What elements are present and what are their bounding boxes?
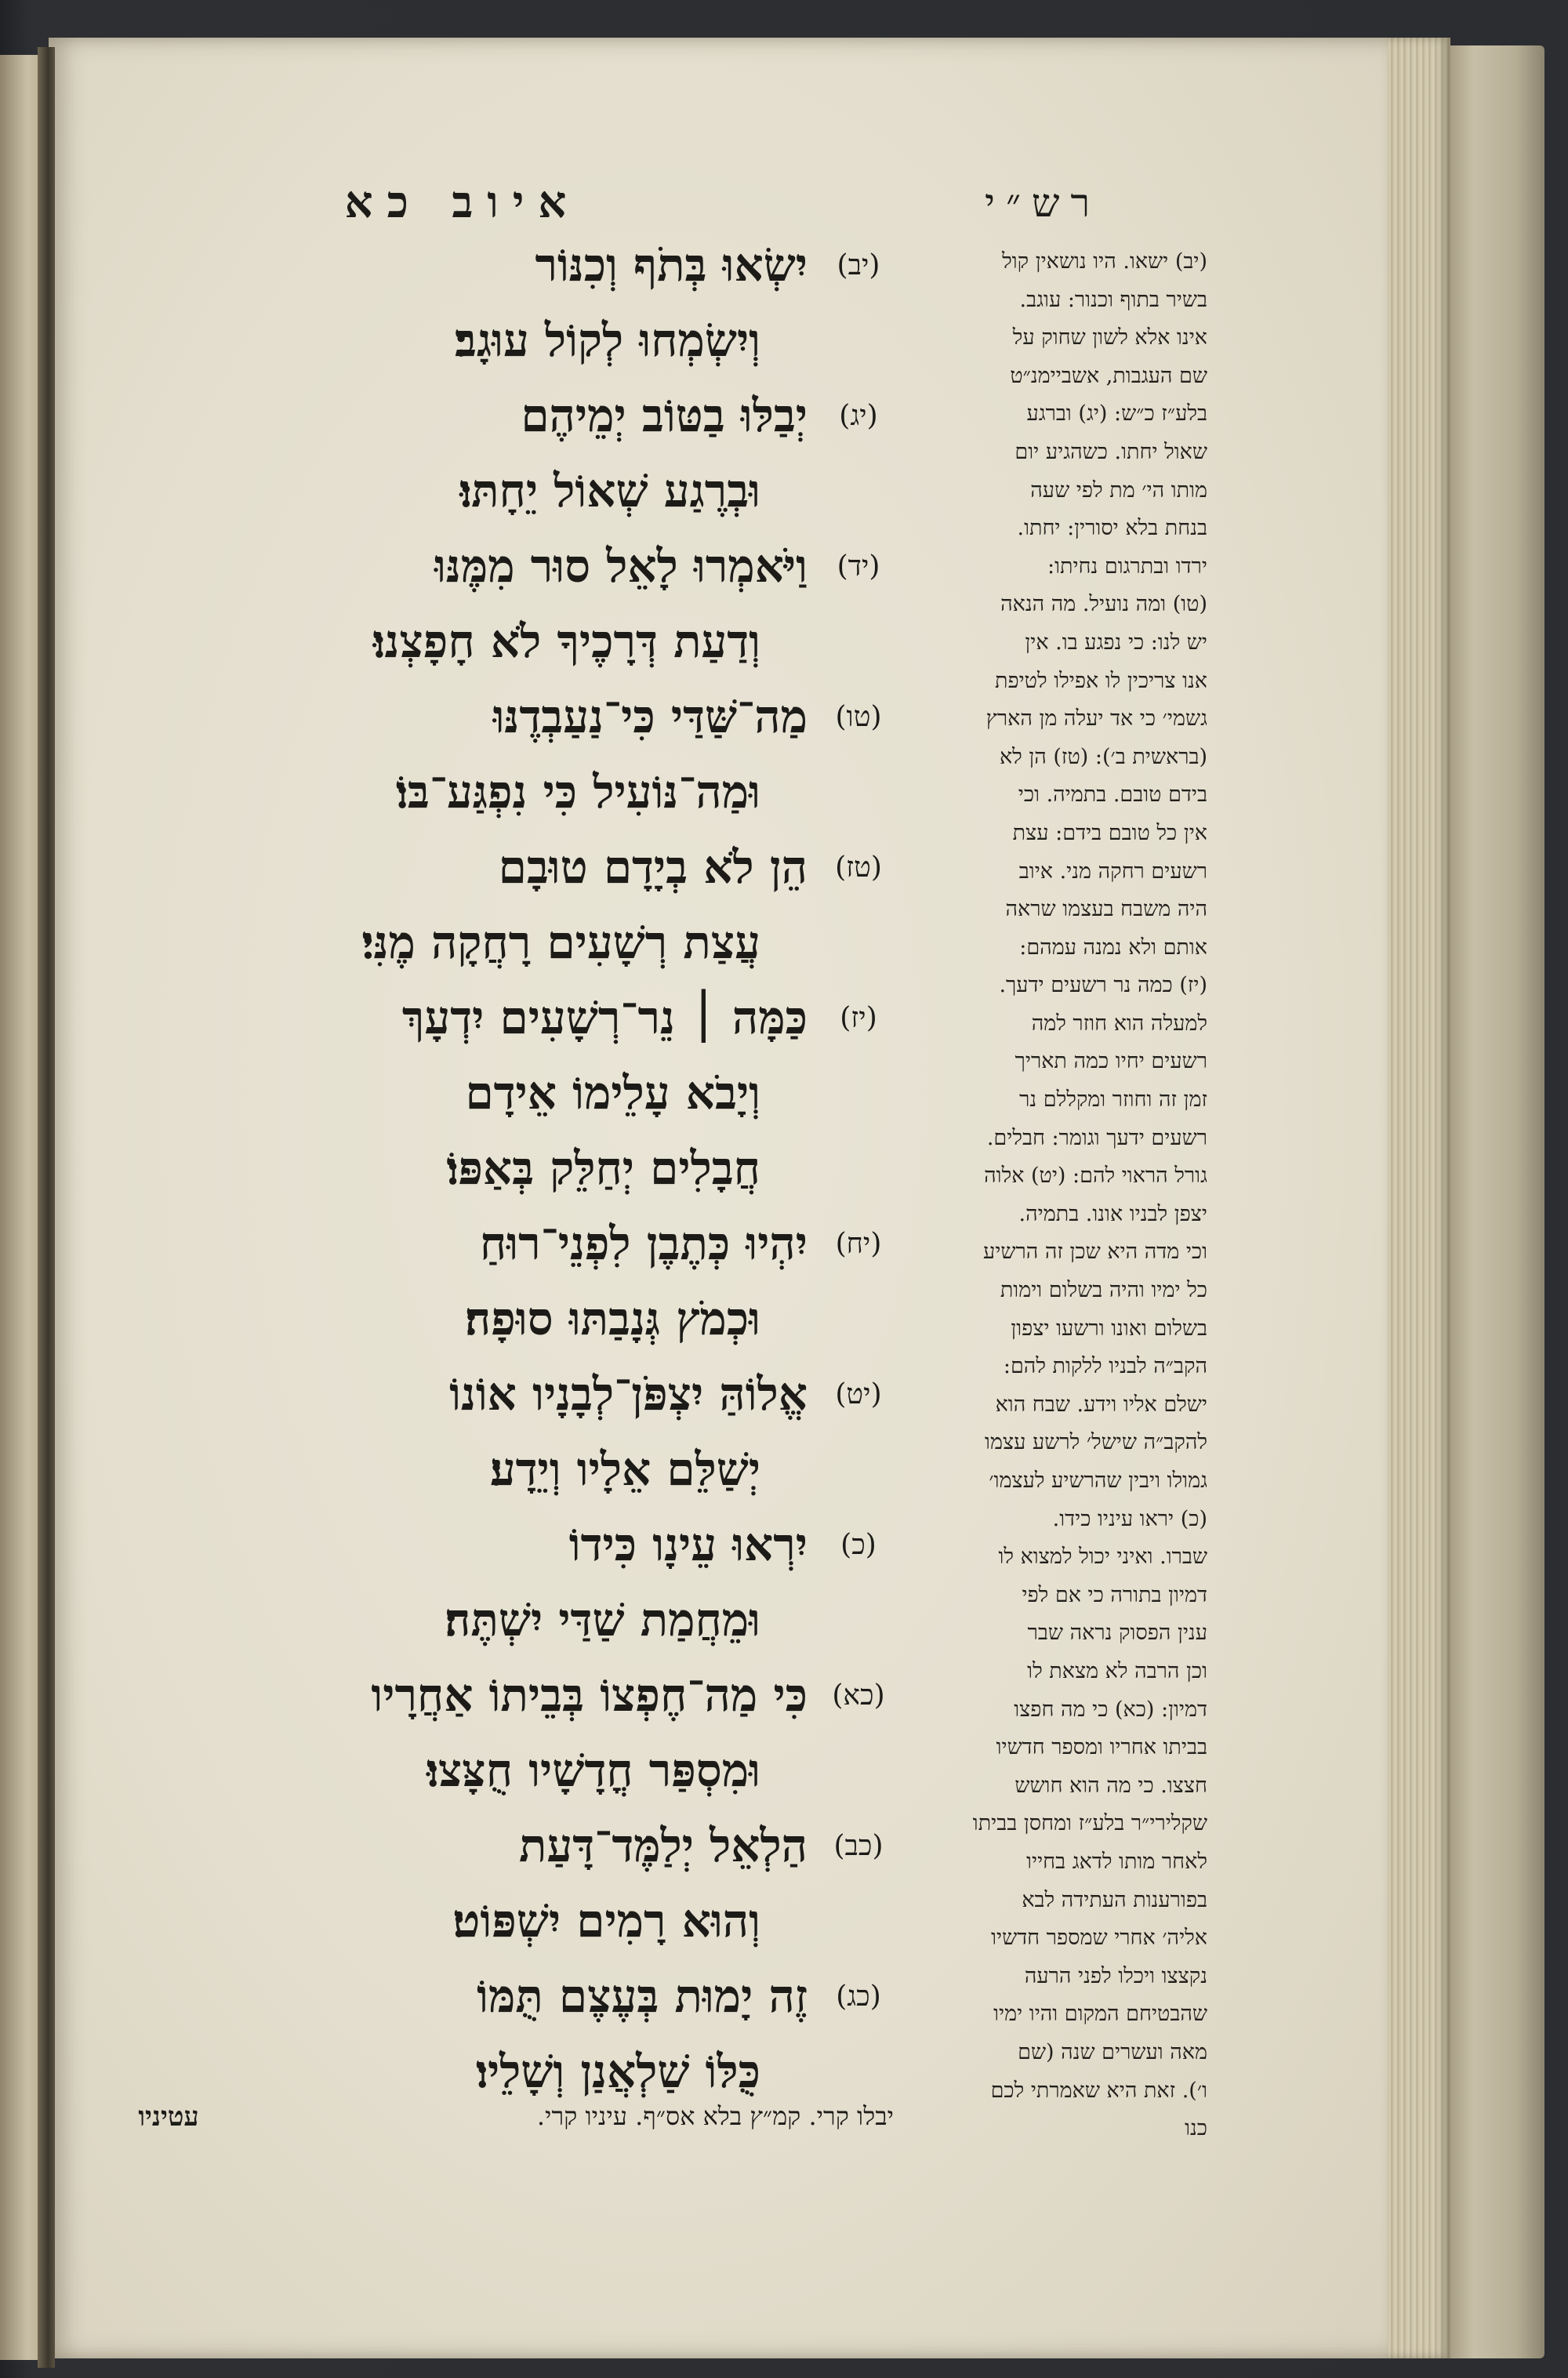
rashi-line: אין כל טובם בידם: עצת	[1012, 820, 1207, 845]
verse-text: וּמַה־נּוֹעִיל כִּי נִפְגַּע־בּוֹ׃	[396, 765, 760, 819]
rashi-line: רשעים ידעך וגומר: חבלים.	[986, 1125, 1207, 1150]
verse-text: וּבְרֶגַע שְׁאוֹל יֵחָתּוּ׃	[459, 464, 760, 517]
rashi-line: בשלום ואונו ורשעו יצפון	[1011, 1316, 1207, 1341]
verse-text: יִרְאוּ עֵינָו כִּידוֹ	[568, 1518, 808, 1571]
verse-line	[157, 754, 902, 830]
verse-number: (יז)	[840, 1002, 877, 1034]
verse-number: (טו)	[835, 701, 882, 733]
rashi-line: היה משבח בעצמו שראה	[1005, 897, 1207, 922]
verse-text: כִּי מַה־חֶפְצוֹ בְּבֵיתוֹ אַחֲרָיו	[371, 1668, 808, 1722]
verse-line	[157, 1281, 902, 1356]
rashi-line: מותו הי׳ מת לפי שעה	[1030, 477, 1207, 503]
rashi-line: שם העגבות, אשביימנ״ט	[1010, 363, 1207, 388]
verse-text: וְהוּא רָמִים יִשְׁפּוֹט׃	[452, 1894, 760, 1948]
rashi-line: הקב״ה לבניו ללקות להם:	[1003, 1354, 1207, 1379]
rashi-line: וכי מדה היא שכן זה הרשיע	[983, 1240, 1207, 1265]
verse-number: (יח)	[835, 1228, 882, 1260]
verse-text: יְבַלּוּ בַטּוֹב יְמֵיהֶם	[521, 389, 808, 442]
page-edges	[1388, 38, 1450, 2358]
verse-number: (כב)	[833, 1830, 884, 1862]
rashi-commentary-column	[878, 243, 1207, 2141]
rashi-line: בנחת בלא יסורין: יחתו.	[1017, 516, 1207, 541]
verse-text: זֶה יָמוּת בְּעֶצֶם תֻּמּוֹ	[477, 1970, 808, 2023]
verse-line	[157, 1206, 902, 1281]
verse-text: וְיָבֹא עָלֵימוֹ אֵידָם	[465, 1066, 760, 1120]
rashi-line: כל ימיו והיה בשלום וימות	[1000, 1278, 1207, 1303]
rashi-line: דמיון בתורה כי אם לפי	[1022, 1582, 1207, 1607]
verse-line	[157, 378, 902, 453]
verse-line	[157, 679, 902, 754]
verse-text: וְדַעַת דְּרָכֶיךָ לֹא חָפָצְנוּ׃	[372, 615, 760, 668]
rashi-line: ישלם אליו וידע. שבח הוא	[995, 1392, 1207, 1417]
running-head-rashi: רש״י	[984, 180, 1102, 226]
rashi-line: זמן זה וחוזר ומקללם נר	[1019, 1087, 1207, 1113]
verse-line	[157, 1432, 902, 1507]
rashi-line: שאול יחתו. כשהגיע יום	[1014, 439, 1207, 464]
verse-text: יְשַׁלֵּם אֵלָיו וְיֵדָע׃	[489, 1443, 760, 1496]
rashi-line: אינו אלא לשון שחוק על	[1012, 325, 1207, 350]
rashi-line: אותם ולא נמנה עמהם:	[1019, 935, 1207, 960]
rashi-line: בידם טובם. בתמיה. וכי	[1018, 782, 1207, 808]
rashi-line: מאה ועשרים שנה (שם	[1018, 2039, 1207, 2064]
verse-line	[157, 453, 902, 528]
rashi-line: חצצו. כי מה הוא חושש	[1014, 1773, 1207, 1798]
verse-line	[157, 1657, 902, 1733]
rashi-line: בביתו אחריו ומספר חדשיו	[996, 1735, 1207, 1760]
rashi-line: אנו צריכין לו אפילו לטיפת	[994, 668, 1207, 693]
verse-text: הֵן לֹא בְיָדָם טוּבָם	[498, 840, 808, 894]
verse-column	[157, 227, 902, 2098]
rashi-line: גורל הראוי להם: (יט) אלוה	[984, 1164, 1207, 1189]
rashi-line: בלע״ז כ״ש: (יג) וברגע	[1026, 401, 1207, 427]
rashi-line: גשמי׳ כי אד יעלה מן הארץ	[985, 706, 1207, 732]
rashi-line: רשעים רחקה מני. איוב	[1018, 859, 1207, 884]
book-cover-edge	[1450, 45, 1544, 2358]
verse-line	[157, 1055, 902, 1131]
verse-text: אֱלוֹהַּ יִצְפֹּן־לְבָנָיו אוֹנוֹ	[449, 1367, 808, 1421]
rashi-line: יצפן לבניו אונו. בתמיה.	[1018, 1201, 1207, 1226]
verse-text: וַיֹּאמְרוּ לָאֵל סוּר מִמֶּנּוּ	[434, 539, 808, 593]
verse-text: חֲבָלִים יְחַלֵּק בְּאַפּוֹ׃	[446, 1142, 760, 1195]
verse-number: (כ)	[840, 1529, 877, 1561]
rashi-line: שהבטיחם המקום והיו ימיו	[993, 2002, 1207, 2027]
verse-line	[157, 227, 902, 303]
verse-number: (יג)	[839, 400, 878, 432]
verse-line	[157, 1131, 902, 1206]
verse-text: וּמֵחֲמַת שַׁדַּי יִשְׁתֶּה׃	[445, 1593, 760, 1646]
verse-text: וְיִשְׂמְחוּ לְקוֹל עוּגָב׃	[455, 314, 760, 367]
verse-line	[157, 1356, 902, 1432]
rashi-line: יש לנו: כי נפגע בו. אין	[1025, 630, 1207, 655]
rashi-line: למעלה הוא חוזר למה	[1031, 1011, 1207, 1036]
verse-number: (כא)	[832, 1679, 885, 1712]
verse-text: כֻּלּוֹ שַׁלְאֲנַן וְשָׁלֵיו׃	[476, 2045, 760, 2098]
verse-number: (טז)	[835, 851, 882, 884]
verse-line	[157, 1507, 902, 1582]
rashi-line: (כ) יראו עיניו כידו.	[1052, 1506, 1207, 1531]
rashi-line: בשיר בתוף וכנור: עוגב.	[1019, 287, 1207, 312]
verse-number: (יד)	[837, 550, 880, 583]
verse-line	[157, 830, 902, 905]
verse-number: (כג)	[836, 1980, 881, 2013]
verse-text: עֲצַת רְשָׁעִים רָחֲקָה מֶנִּי׃	[361, 916, 760, 969]
catchword: עטיניו	[138, 2101, 199, 2133]
verse-text: מַה־שַּׁדַּי כִּי־נַעַבְדֶנּוּ	[492, 690, 808, 743]
verse-line	[157, 1808, 902, 1883]
rashi-line: נקצצו ויכלו לפני הרעה	[1024, 1963, 1207, 1988]
rashi-line: להקב״ה שישל׳ לרשע עצמו	[985, 1430, 1207, 1455]
verse-text: וּמִסְפַּר חֳדָשָׁיו חֻצָּצוּ׃	[426, 1744, 760, 1797]
verse-number: (יט)	[835, 1378, 882, 1410]
rashi-line: רשעים יחיו כמה תאריך	[1014, 1049, 1207, 1074]
verse-text: יִהְיוּ כְּתֶבֶן לִפְנֵי־רוּחַ	[479, 1217, 808, 1270]
verse-text: וּכְמֹץ גְּנָבַתּוּ סוּפָה׃	[464, 1292, 760, 1345]
rashi-line: שקלירי״ר בלע״ז ומחסן בביתו	[972, 1811, 1207, 1836]
rashi-line: ו׳). זאת היא שאמרתי לכם	[990, 2078, 1207, 2103]
verse-line	[157, 303, 902, 378]
verse-line	[157, 604, 902, 679]
verse-line	[157, 1883, 902, 1959]
rashi-line: בפורענות העתידה לבא	[1022, 1887, 1207, 1912]
book-gutter	[38, 47, 55, 2368]
verse-line	[157, 1582, 902, 1657]
verse-line	[157, 1959, 902, 2034]
rashi-line: ענין הפסוק נראה שבר	[1027, 1621, 1207, 1646]
rashi-line: דמיון: (כא) כי מה חפצו	[1014, 1697, 1207, 1722]
rashi-line: אליה׳ אחרי שמספר חדשיו	[991, 1926, 1207, 1951]
rashi-line: (טו) ומה נועיל. מה הנאה	[1000, 592, 1207, 617]
verse-number: (יב)	[837, 249, 880, 281]
verse-line	[157, 528, 902, 604]
rashi-line: (יב) ישאו. היו נושאין קול	[1002, 249, 1207, 274]
rashi-line: כנו	[1185, 2116, 1207, 2141]
rashi-line: גמולו ויבין שהרשיע לעצמו׳	[989, 1469, 1207, 1493]
verse-line	[157, 2034, 902, 2109]
verse-text: כַּמָּה ׀ נֵר־רְשָׁעִים יִדְעָךְ	[401, 991, 808, 1044]
verse-line	[157, 980, 902, 1055]
running-head-book: איוב כא	[344, 176, 581, 228]
masoretic-footnote: יבלו קרי. קמ״ץ בלא אס״ף. עיניו קרי.	[536, 2101, 894, 2131]
rashi-line: לאחר מותו לדאג בחייו	[1026, 1849, 1207, 1874]
rashi-line: (יז) כמה נר רשעים ידעך.	[999, 973, 1207, 998]
rashi-line: שברו. ואיני יכול למצוא לו	[998, 1545, 1207, 1570]
rashi-line: (בראשית ב׳): (טז) הן לא	[999, 744, 1207, 769]
verse-text: יִשְׂאוּ בְּתֹף וְכִנּוֹר	[535, 238, 808, 292]
verse-text: הַלְאֵל יְלַמֶּד־דָּעַת	[519, 1819, 808, 1872]
verse-line	[157, 905, 902, 980]
rashi-line: ירדו ובתרגום נחיתו:	[1047, 554, 1207, 579]
rashi-line: וכן הרבה לא מצאת לו	[1027, 1658, 1207, 1683]
verse-line	[157, 1733, 902, 1808]
